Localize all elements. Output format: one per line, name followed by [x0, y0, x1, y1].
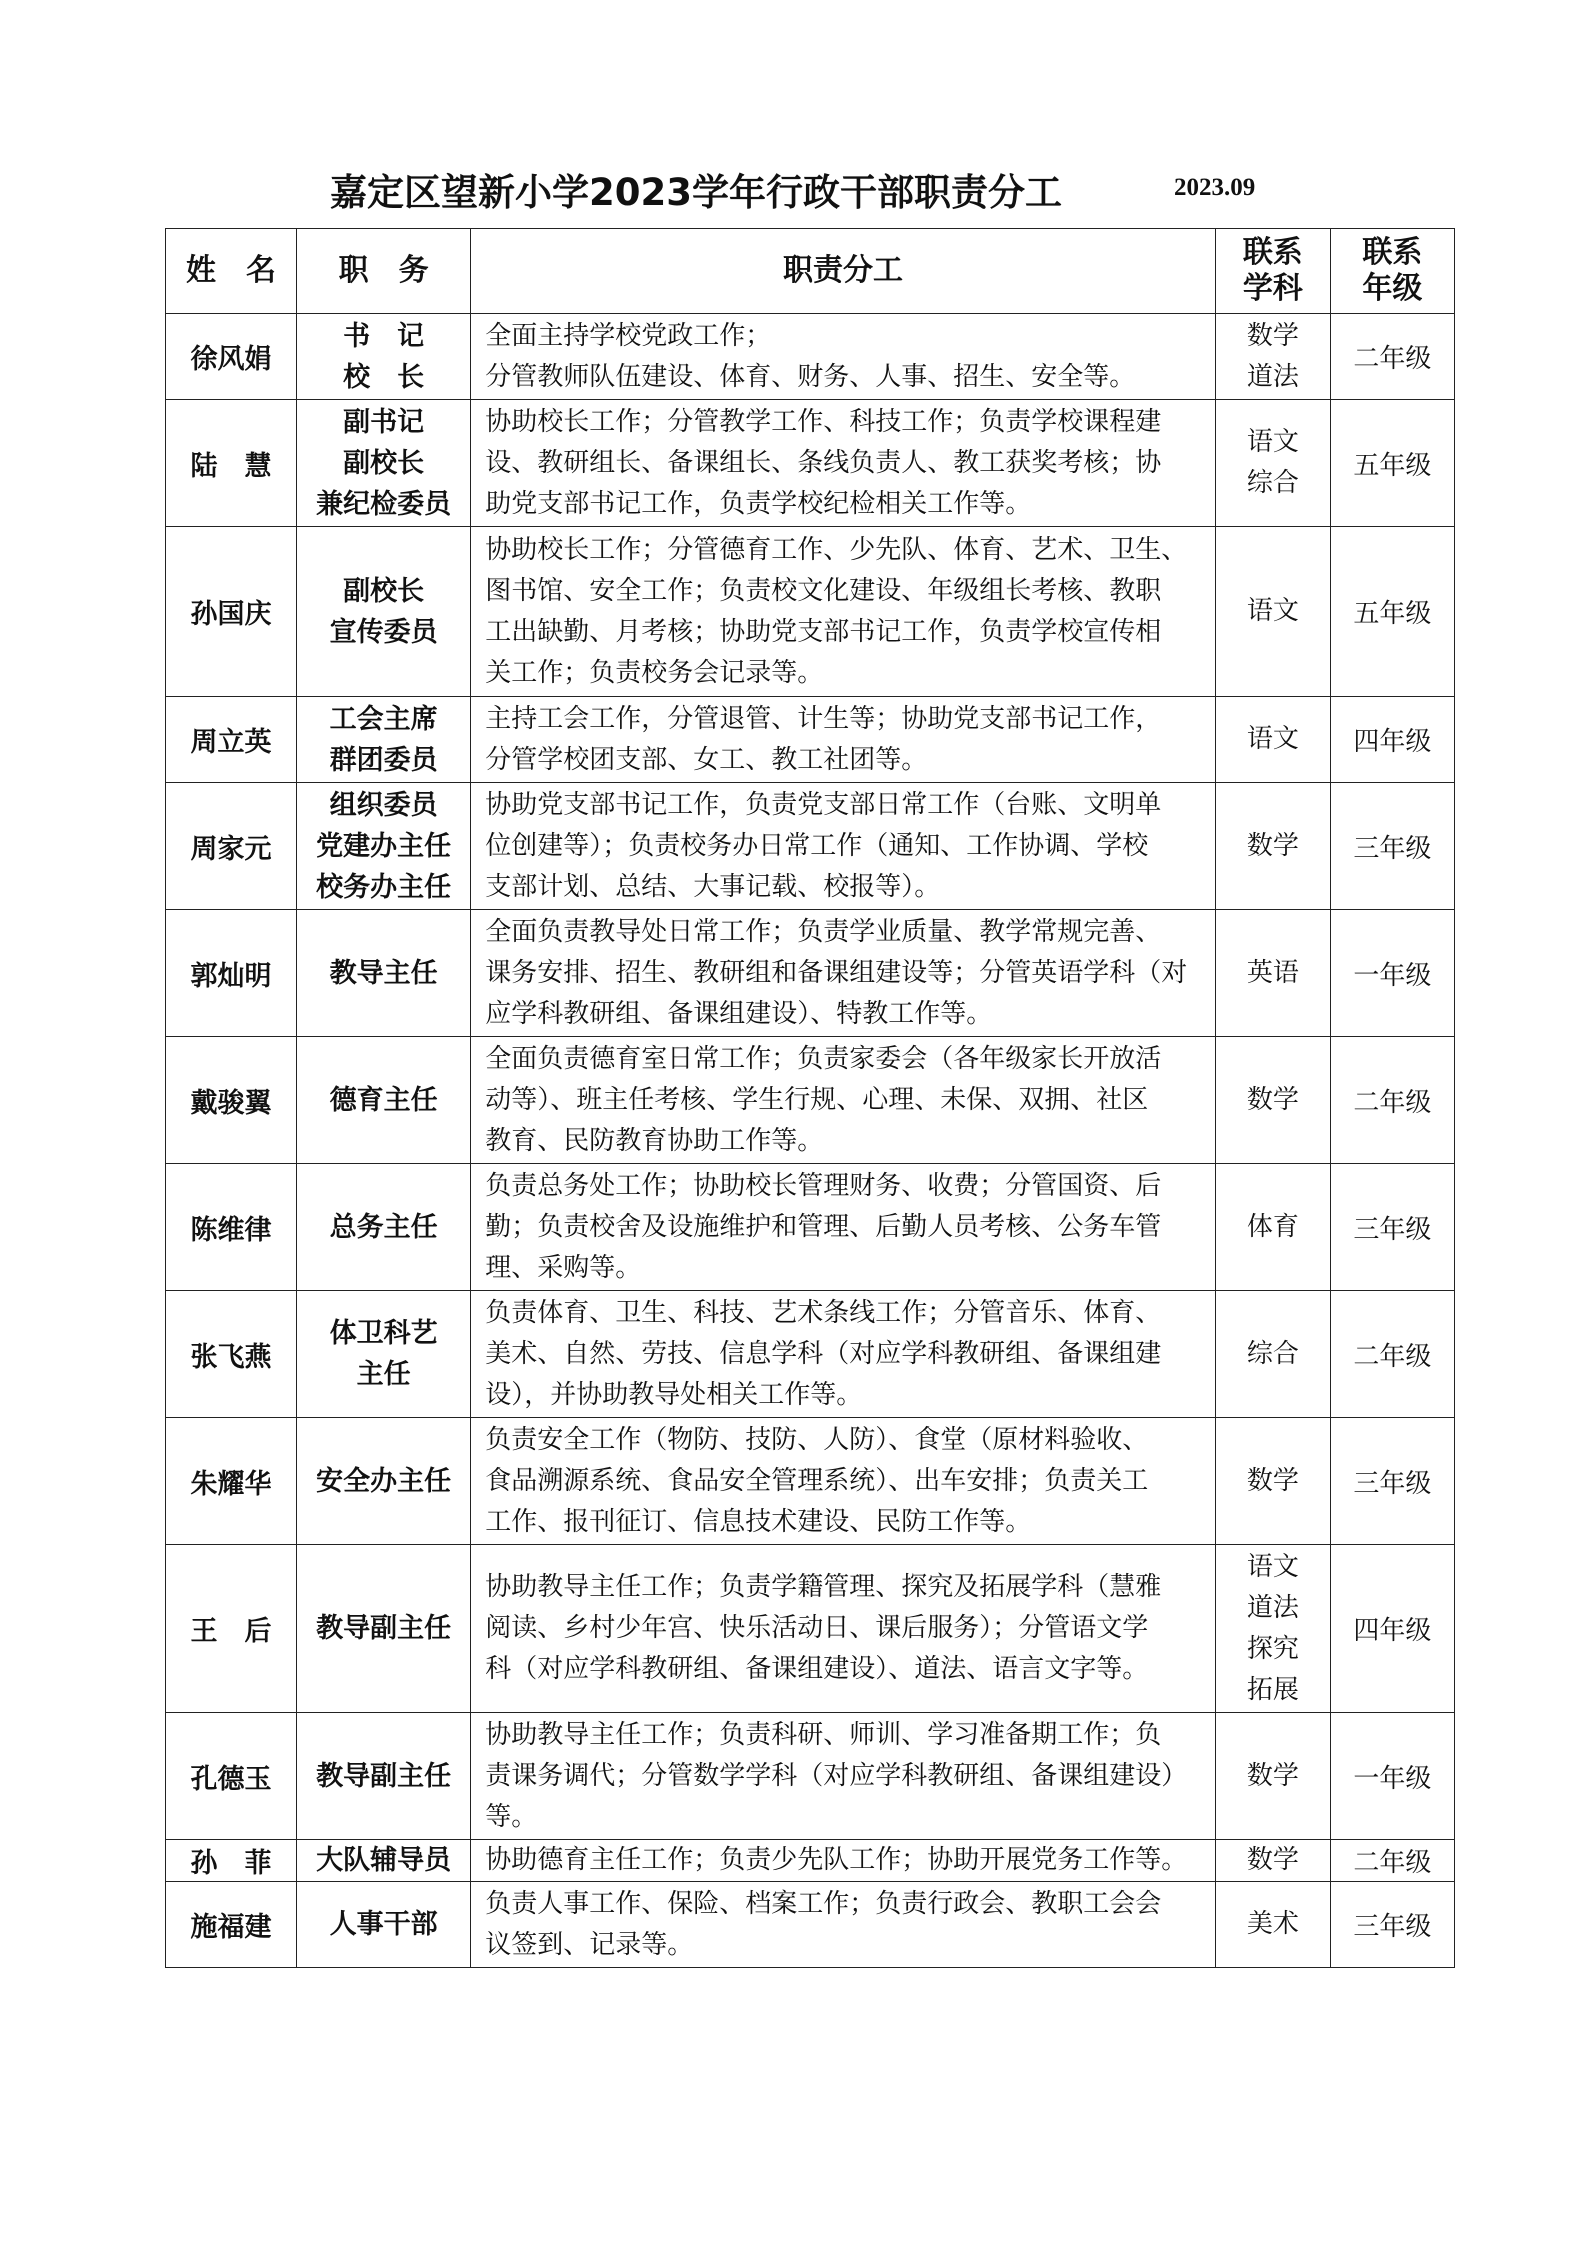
duty-line: 负责人事工作、保险、档案工作；负责行政会、教职工会会 — [485, 1888, 1162, 1919]
cell-subject — [1215, 1291, 1330, 1418]
role-line: 群团委员 — [329, 744, 438, 776]
role-line: 党建办主任 — [316, 830, 452, 862]
cell-duty — [471, 910, 1216, 1037]
duty-line: 助党支部书记工作，负责学校纪检相关工作等。 — [485, 488, 1032, 519]
role-line: 教导主任 — [329, 957, 438, 989]
duty-line: 等。 — [485, 1801, 538, 1832]
table-row — [166, 1291, 1455, 1418]
cell-name: 孙 菲 — [166, 1840, 297, 1882]
header-grade-line2: 年级 — [1362, 271, 1423, 306]
cell-subject — [1215, 1164, 1330, 1291]
role-line: 副书记 — [343, 406, 425, 438]
role-line: 安全办主任 — [316, 1465, 452, 1497]
title-area — [0, 162, 1587, 222]
cell-duty — [471, 1882, 1216, 1968]
cell-role — [297, 400, 471, 527]
table-body — [166, 314, 1455, 1968]
role-line: 书 记 — [343, 320, 425, 352]
cell-role — [297, 1840, 471, 1882]
cell-name: 王 后 — [166, 1545, 297, 1713]
header-role: 职 务 — [297, 229, 471, 314]
table-row — [166, 1164, 1455, 1291]
cell-duty — [471, 1164, 1216, 1291]
role-line: 人事干部 — [329, 1909, 438, 1940]
header-duty: 职责分工 — [471, 229, 1216, 314]
duty-line: 协助教导主任工作；负责学籍管理、探究及拓展学科（慧雅 — [485, 1572, 1162, 1602]
duty-line: 协助校长工作；分管教学工作、科技工作；负责学校课程建 — [485, 406, 1162, 437]
cell-duty — [471, 1037, 1216, 1164]
cell-subject — [1215, 697, 1330, 783]
document-title: 嘉定区望新小学2023学年行政干部职责分工 — [330, 171, 1062, 214]
table-row — [166, 1713, 1455, 1840]
cell-role — [297, 1164, 471, 1291]
duty-line: 全面负责德育室日常工作；负责家委会（各年级家长开放活 — [485, 1043, 1162, 1074]
duty-line: 分管学校团支部、女工、教工社团等。 — [485, 744, 928, 775]
subject-line: 数学 — [1246, 1760, 1299, 1791]
cell-grade: 三年级 — [1330, 783, 1454, 910]
subject-line: 数学 — [1246, 1845, 1299, 1875]
cell-subject — [1215, 1713, 1330, 1840]
subject-line: 体育 — [1246, 1211, 1299, 1242]
duty-line: 全面负责教导处日常工作；负责学业质量、教学常规完善、 — [485, 916, 1162, 947]
role-line: 副校长 — [343, 447, 425, 479]
duty-line: 工出缺勤、月考核；协助党支部书记工作，负责学校宣传相 — [485, 616, 1162, 647]
table-row — [166, 1545, 1455, 1713]
subject-line: 数学 — [1246, 320, 1299, 351]
duty-line: 设），并协助教导处相关工作等。 — [485, 1379, 863, 1410]
role-line: 副校长 — [343, 575, 425, 607]
header-subject — [1215, 229, 1330, 314]
duty-line: 动等）、班主任考核、学生行规、心理、未保、双拥、社区 — [485, 1084, 1149, 1115]
role-line: 宣传委员 — [329, 616, 438, 648]
cell-name: 孔德玉 — [166, 1713, 297, 1840]
cell-grade: 一年级 — [1330, 1713, 1454, 1840]
cell-name: 郭灿明 — [166, 910, 297, 1037]
table-row — [166, 783, 1455, 910]
cell-role — [297, 1882, 471, 1968]
subject-line: 英语 — [1246, 957, 1299, 988]
duty-line: 位创建等）；负责校务办日常工作（通知、工作协调、学校 — [485, 830, 1149, 861]
cell-name: 陆 慧 — [166, 400, 297, 527]
header-subject-line2: 学科 — [1242, 271, 1303, 306]
cell-role — [297, 1418, 471, 1545]
duty-line: 教育、民防教育协助工作等。 — [485, 1125, 824, 1156]
table-row — [166, 1037, 1455, 1164]
subject-line: 数学 — [1246, 1084, 1299, 1115]
cell-role — [297, 910, 471, 1037]
subject-line: 语文 — [1246, 724, 1299, 754]
cell-subject — [1215, 527, 1330, 697]
cell-subject — [1215, 910, 1330, 1037]
cell-duty — [471, 314, 1216, 400]
duty-line: 阅读、乡村少年宫、快乐活动日、课后服务）；分管语文学 — [485, 1613, 1149, 1643]
cell-name: 徐风娟 — [166, 314, 297, 400]
role-line: 校 长 — [343, 361, 425, 393]
role-line: 教导副主任 — [316, 1613, 452, 1644]
cell-duty — [471, 1418, 1216, 1545]
cell-name: 戴骏翼 — [166, 1037, 297, 1164]
cell-name: 陈维律 — [166, 1164, 297, 1291]
role-line: 体卫科艺 — [329, 1318, 438, 1349]
table-row — [166, 314, 1455, 400]
cell-subject — [1215, 314, 1330, 400]
cell-grade: 三年级 — [1330, 1882, 1454, 1968]
duty-line: 全面主持学校党政工作； — [485, 320, 772, 351]
cell-subject — [1215, 1840, 1330, 1882]
role-line: 总务主任 — [329, 1211, 438, 1243]
duty-line: 图书馆、安全工作；负责校文化建设、年级组长考核、教职 — [485, 575, 1162, 606]
duty-table — [165, 228, 1455, 1968]
duty-line: 责课务调代；分管数学学科（对应学科教研组、备课组建设） — [485, 1760, 1188, 1791]
duty-line: 关工作；负责校务会记录等。 — [485, 657, 824, 688]
duty-line: 主持工会工作，分管退管、计生等；协助党支部书记工作， — [485, 703, 1162, 734]
cell-subject — [1215, 1418, 1330, 1545]
role-line: 教导副主任 — [316, 1760, 452, 1792]
header-name: 姓 名 — [166, 229, 297, 314]
cell-subject — [1215, 400, 1330, 527]
duty-line: 协助德育主任工作；负责少先队工作；协助开展党务工作等。 — [485, 1845, 1188, 1875]
cell-subject — [1215, 1545, 1330, 1713]
subject-line: 道法 — [1246, 361, 1299, 392]
cell-grade: 一年级 — [1330, 910, 1454, 1037]
cell-grade: 三年级 — [1330, 1418, 1454, 1545]
subject-line: 综合 — [1246, 1338, 1299, 1369]
cell-grade: 四年级 — [1330, 697, 1454, 783]
duty-line: 设、教研组长、备课组长、条线负责人、教工获奖考核；协 — [485, 447, 1162, 478]
role-line: 校务办主任 — [316, 871, 452, 903]
cell-grade: 五年级 — [1330, 400, 1454, 527]
duty-line: 议签到、记录等。 — [485, 1929, 694, 1960]
cell-name: 周家元 — [166, 783, 297, 910]
cell-role — [297, 1713, 471, 1840]
table-row — [166, 527, 1455, 697]
cell-name: 周立英 — [166, 697, 297, 783]
subject-line: 综合 — [1246, 468, 1299, 498]
subject-line: 语文 — [1246, 596, 1299, 626]
cell-name: 施福建 — [166, 1882, 297, 1968]
table-row — [166, 697, 1455, 783]
subject-line: 数学 — [1246, 1465, 1299, 1496]
table-row — [166, 1840, 1455, 1882]
cell-role — [297, 783, 471, 910]
header-grade — [1330, 229, 1454, 314]
duty-line: 负责总务处工作；协助校长管理财务、收费；分管国资、后 — [485, 1170, 1162, 1201]
duty-line: 负责安全工作（物防、技防、人防）、食堂（原材料验收、 — [485, 1424, 1149, 1455]
table-row — [166, 400, 1455, 527]
cell-name: 张飞燕 — [166, 1291, 297, 1418]
cell-subject — [1215, 1037, 1330, 1164]
duty-line: 应学科教研组、备课组建设）、特教工作等。 — [485, 998, 993, 1029]
table-row — [166, 1882, 1455, 1968]
cell-role — [297, 697, 471, 783]
document-date: 2023.09 — [1174, 174, 1256, 201]
subject-line: 美术 — [1246, 1909, 1299, 1939]
cell-duty — [471, 1545, 1216, 1713]
role-line: 主任 — [356, 1359, 411, 1390]
subject-line: 数学 — [1246, 830, 1299, 861]
cell-role — [297, 1545, 471, 1713]
role-line: 大队辅导员 — [316, 1845, 452, 1876]
cell-role — [297, 314, 471, 400]
role-line: 工会主席 — [329, 703, 438, 735]
duty-line: 食品溯源系统、食品安全管理系统）、出车安排；负责关工 — [485, 1465, 1149, 1496]
cell-grade: 三年级 — [1330, 1164, 1454, 1291]
cell-duty — [471, 697, 1216, 783]
duty-line: 分管教师队伍建设、体育、财务、人事、招生、安全等。 — [485, 361, 1136, 392]
subject-line: 探究 — [1246, 1633, 1299, 1664]
subject-line: 拓展 — [1246, 1674, 1299, 1705]
role-line: 组织委员 — [329, 789, 438, 821]
cell-grade: 二年级 — [1330, 1840, 1454, 1882]
cell-duty — [471, 400, 1216, 527]
role-line: 兼纪检委员 — [316, 488, 452, 520]
cell-duty — [471, 1840, 1216, 1882]
cell-role — [297, 1037, 471, 1164]
cell-duty — [471, 783, 1216, 910]
header-subject-line1: 联系 — [1242, 235, 1303, 270]
cell-duty — [471, 1713, 1216, 1840]
duty-line: 负责体育、卫生、科技、艺术条线工作；分管音乐、体育、 — [485, 1297, 1162, 1328]
header-grade-line1: 联系 — [1362, 235, 1423, 270]
cell-duty — [471, 1291, 1216, 1418]
cell-role — [297, 527, 471, 697]
role-line: 德育主任 — [329, 1084, 438, 1116]
duty-line: 美术、自然、劳技、信息学科（对应学科教研组、备课组建 — [485, 1338, 1162, 1369]
duty-line: 协助校长工作；分管德育工作、少先队、体育、艺术、卫生、 — [485, 534, 1188, 565]
cell-subject — [1215, 1882, 1330, 1968]
duty-line: 协助党支部书记工作，负责党支部日常工作（台账、文明单 — [485, 789, 1162, 820]
duty-line: 课务安排、招生、教研组和备课组建设等；分管英语学科（对 — [485, 957, 1188, 988]
duty-line: 勤；负责校舍及设施维护和管理、后勤人员考核、公务车管 — [485, 1211, 1162, 1242]
cell-role — [297, 1291, 471, 1418]
table-row — [166, 1418, 1455, 1545]
table-row — [166, 910, 1455, 1037]
cell-subject — [1215, 783, 1330, 910]
duty-line: 理、采购等。 — [485, 1252, 642, 1283]
cell-grade: 四年级 — [1330, 1545, 1454, 1713]
duty-line: 协助教导主任工作；负责科研、师训、学习准备期工作；负 — [485, 1719, 1162, 1750]
duty-line: 支部计划、总结、大事记载、校报等）。 — [485, 871, 941, 902]
subject-line: 语文 — [1246, 1551, 1299, 1582]
cell-grade: 二年级 — [1330, 1291, 1454, 1418]
cell-name: 朱耀华 — [166, 1418, 297, 1545]
subject-line: 语文 — [1246, 427, 1299, 457]
cell-grade: 二年级 — [1330, 1037, 1454, 1164]
cell-duty — [471, 527, 1216, 697]
duty-line: 科（对应学科教研组、备课组建设）、道法、语言文字等。 — [485, 1654, 1149, 1684]
header-row — [166, 229, 1455, 314]
cell-grade: 二年级 — [1330, 314, 1454, 400]
duty-line: 工作、报刊征订、信息技术建设、民防工作等。 — [485, 1506, 1032, 1537]
cell-name: 孙国庆 — [166, 527, 297, 697]
subject-line: 道法 — [1246, 1592, 1299, 1623]
cell-grade: 五年级 — [1330, 527, 1454, 697]
